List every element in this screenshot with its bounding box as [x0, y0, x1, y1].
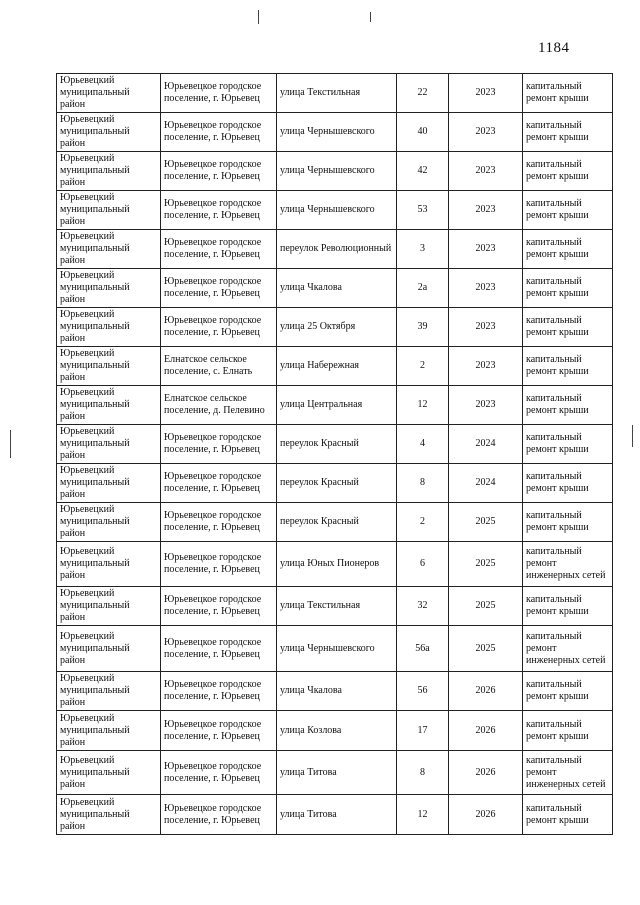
table-row	[57, 230, 613, 269]
house-number-cell: 8	[397, 464, 449, 503]
street-cell: переулок Революционный	[277, 230, 397, 269]
street-cell: улица Чкалова	[277, 672, 397, 711]
settlement-cell: Юрьевецкое городское поселение, г. Юрьевец	[161, 672, 277, 711]
street-cell: улица Титова	[277, 751, 397, 795]
table-row	[57, 587, 613, 626]
scan-mark	[370, 12, 371, 22]
scan-mark	[632, 425, 633, 447]
street-cell: улица Чернышевского	[277, 191, 397, 230]
year-cell: 2023	[449, 191, 523, 230]
table-row	[57, 503, 613, 542]
table-body	[57, 74, 613, 835]
table-row	[57, 74, 613, 113]
table-row	[57, 795, 613, 835]
street-cell: улица Козлова	[277, 711, 397, 751]
house-number-cell: 17	[397, 711, 449, 751]
year-cell: 2024	[449, 464, 523, 503]
year-cell: 2023	[449, 269, 523, 308]
district-cell: Юрьевецкий муниципальный район	[57, 672, 161, 711]
settlement-cell: Елнатское сельское поселение, д. Пелевино	[161, 386, 277, 425]
house-number-cell: 56а	[397, 626, 449, 672]
work-type-cell: капитальный ремонт крыши	[523, 386, 613, 425]
year-cell: 2023	[449, 347, 523, 386]
year-cell: 2026	[449, 751, 523, 795]
house-number-cell: 12	[397, 386, 449, 425]
street-cell: улица Текстильная	[277, 587, 397, 626]
street-cell: улица Набережная	[277, 347, 397, 386]
table-row	[57, 626, 613, 672]
work-type-cell: капитальный ремонт крыши	[523, 191, 613, 230]
table-row	[57, 308, 613, 347]
house-number-cell: 22	[397, 74, 449, 113]
settlement-cell: Юрьевецкое городское поселение, г. Юрьевец	[161, 503, 277, 542]
year-cell: 2025	[449, 626, 523, 672]
table-row	[57, 269, 613, 308]
house-number-cell: 8	[397, 751, 449, 795]
settlement-cell: Юрьевецкое городское поселение, г. Юрьевец	[161, 308, 277, 347]
settlement-cell: Юрьевецкое городское поселение, г. Юрьевец	[161, 269, 277, 308]
street-cell: улица Чернышевского	[277, 113, 397, 152]
house-number-cell: 2а	[397, 269, 449, 308]
street-cell: переулок Красный	[277, 425, 397, 464]
work-type-cell: капитальный ремонт инженерных сетей	[523, 542, 613, 587]
work-type-cell: капитальный ремонт крыши	[523, 464, 613, 503]
year-cell: 2023	[449, 308, 523, 347]
house-number-cell: 56	[397, 672, 449, 711]
settlement-cell: Юрьевецкое городское поселение, г. Юрьевец	[161, 751, 277, 795]
work-type-cell: капитальный ремонт крыши	[523, 347, 613, 386]
work-type-cell: капитальный ремонт крыши	[523, 503, 613, 542]
house-number-cell: 4	[397, 425, 449, 464]
table-row	[57, 113, 613, 152]
house-number-cell: 39	[397, 308, 449, 347]
street-cell: улица Чернышевского	[277, 152, 397, 191]
year-cell: 2025	[449, 587, 523, 626]
work-type-cell: капитальный ремонт крыши	[523, 711, 613, 751]
settlement-cell: Юрьевецкое городское поселение, г. Юрьевец	[161, 587, 277, 626]
house-number-cell: 6	[397, 542, 449, 587]
year-cell: 2025	[449, 503, 523, 542]
district-cell: Юрьевецкий муниципальный район	[57, 74, 161, 113]
year-cell: 2023	[449, 386, 523, 425]
district-cell: Юрьевецкий муниципальный район	[57, 425, 161, 464]
year-cell: 2023	[449, 230, 523, 269]
work-type-cell: капитальный ремонт крыши	[523, 152, 613, 191]
street-cell: улица Чкалова	[277, 269, 397, 308]
house-number-cell: 3	[397, 230, 449, 269]
settlement-cell: Юрьевецкое городское поселение, г. Юрьевец	[161, 74, 277, 113]
district-cell: Юрьевецкий муниципальный район	[57, 711, 161, 751]
house-number-cell: 42	[397, 152, 449, 191]
street-cell: улица Титова	[277, 795, 397, 835]
work-type-cell: капитальный ремонт крыши	[523, 269, 613, 308]
street-cell: переулок Красный	[277, 503, 397, 542]
settlement-cell: Елнатское сельское поселение, с. Елнать	[161, 347, 277, 386]
street-cell: улица Центральная	[277, 386, 397, 425]
district-cell: Юрьевецкий муниципальный район	[57, 113, 161, 152]
district-cell: Юрьевецкий муниципальный район	[57, 152, 161, 191]
settlement-cell: Юрьевецкое городское поселение, г. Юрьевец	[161, 191, 277, 230]
housing-repair-table	[56, 73, 613, 835]
settlement-cell: Юрьевецкое городское поселение, г. Юрьевец	[161, 425, 277, 464]
work-type-cell: капитальный ремонт крыши	[523, 230, 613, 269]
work-type-cell: капитальный ремонт крыши	[523, 308, 613, 347]
settlement-cell: Юрьевецкое городское поселение, г. Юрьевец	[161, 113, 277, 152]
street-cell: улица Юных Пионеров	[277, 542, 397, 587]
year-cell: 2026	[449, 672, 523, 711]
work-type-cell: капитальный ремонт крыши	[523, 795, 613, 835]
table-row	[57, 672, 613, 711]
table-row	[57, 347, 613, 386]
street-cell: переулок Красный	[277, 464, 397, 503]
year-cell: 2023	[449, 74, 523, 113]
house-number-cell: 32	[397, 587, 449, 626]
table-row	[57, 711, 613, 751]
year-cell: 2024	[449, 425, 523, 464]
settlement-cell: Юрьевецкое городское поселение, г. Юрьевец	[161, 230, 277, 269]
work-type-cell: капитальный ремонт крыши	[523, 672, 613, 711]
year-cell: 2025	[449, 542, 523, 587]
table-row	[57, 464, 613, 503]
district-cell: Юрьевецкий муниципальный район	[57, 269, 161, 308]
year-cell: 2026	[449, 795, 523, 835]
settlement-cell: Юрьевецкое городское поселение, г. Юрьевец	[161, 464, 277, 503]
work-type-cell: капитальный ремонт инженерных сетей	[523, 626, 613, 672]
district-cell: Юрьевецкий муниципальный район	[57, 795, 161, 835]
settlement-cell: Юрьевецкое городское поселение, г. Юрьевец	[161, 542, 277, 587]
house-number-cell: 53	[397, 191, 449, 230]
house-number-cell: 2	[397, 347, 449, 386]
house-number-cell: 40	[397, 113, 449, 152]
year-cell: 2026	[449, 711, 523, 751]
year-cell: 2023	[449, 113, 523, 152]
settlement-cell: Юрьевецкое городское поселение, г. Юрьевец	[161, 626, 277, 672]
work-type-cell: капитальный ремонт крыши	[523, 113, 613, 152]
year-cell: 2023	[449, 152, 523, 191]
table-row	[57, 386, 613, 425]
settlement-cell: Юрьевецкое городское поселение, г. Юрьевец	[161, 795, 277, 835]
settlement-cell: Юрьевецкое городское поселение, г. Юрьевец	[161, 152, 277, 191]
table-row	[57, 425, 613, 464]
district-cell: Юрьевецкий муниципальный район	[57, 587, 161, 626]
district-cell: Юрьевецкий муниципальный район	[57, 542, 161, 587]
district-cell: Юрьевецкий муниципальный район	[57, 191, 161, 230]
district-cell: Юрьевецкий муниципальный район	[57, 626, 161, 672]
work-type-cell: капитальный ремонт крыши	[523, 587, 613, 626]
district-cell: Юрьевецкий муниципальный район	[57, 308, 161, 347]
table-row	[57, 152, 613, 191]
table-row	[57, 191, 613, 230]
house-number-cell: 12	[397, 795, 449, 835]
table-row	[57, 542, 613, 587]
scan-mark	[258, 10, 259, 24]
house-number-cell: 2	[397, 503, 449, 542]
district-cell: Юрьевецкий муниципальный район	[57, 751, 161, 795]
street-cell: улица 25 Октября	[277, 308, 397, 347]
work-type-cell: капитальный ремонт инженерных сетей	[523, 751, 613, 795]
district-cell: Юрьевецкий муниципальный район	[57, 464, 161, 503]
district-cell: Юрьевецкий муниципальный район	[57, 347, 161, 386]
scan-mark	[10, 430, 11, 458]
work-type-cell: капитальный ремонт крыши	[523, 74, 613, 113]
settlement-cell: Юрьевецкое городское поселение, г. Юрьевец	[161, 711, 277, 751]
street-cell: улица Чернышевского	[277, 626, 397, 672]
street-cell: улица Текстильная	[277, 74, 397, 113]
district-cell: Юрьевецкий муниципальный район	[57, 386, 161, 425]
district-cell: Юрьевецкий муниципальный район	[57, 230, 161, 269]
page-number: 1184	[538, 40, 570, 56]
table-row	[57, 751, 613, 795]
work-type-cell: капитальный ремонт крыши	[523, 425, 613, 464]
district-cell: Юрьевецкий муниципальный район	[57, 503, 161, 542]
